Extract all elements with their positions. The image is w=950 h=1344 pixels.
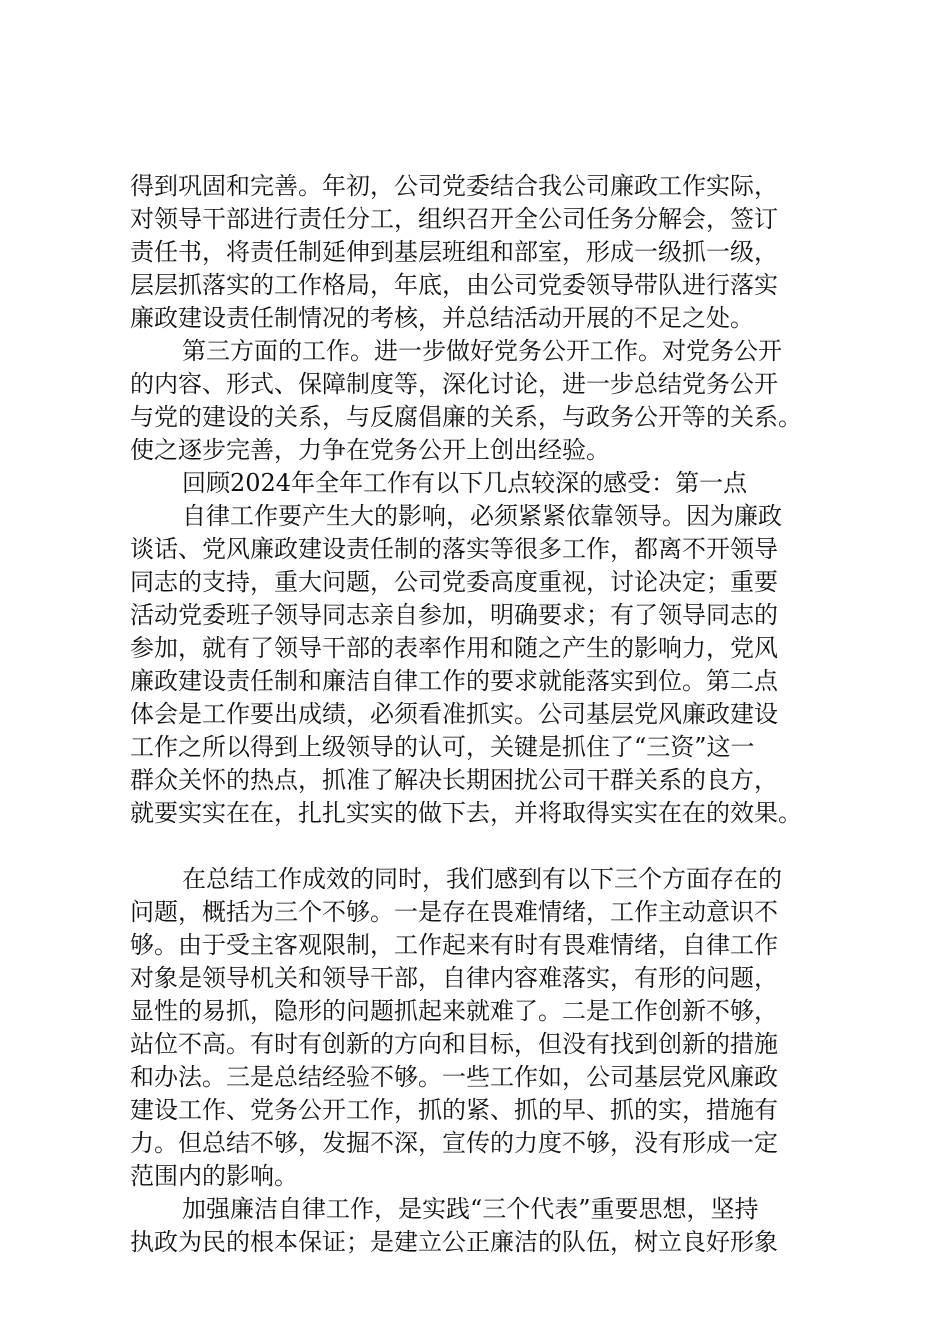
- body-text: [130, 170, 845, 1259]
- text-line: 执政为民的根本保证；是建立公正廉洁的队伍，树立良好形象: [130, 1228, 778, 1256]
- text-line: 范围内的影响。: [130, 1162, 298, 1190]
- text-line: 与党的建设的关系，与反腐倡廉的关系，与政务公开等的关系。: [130, 403, 802, 431]
- text-line: 加强廉洁自律工作，是实践“三个代表”重要思想，坚持: [182, 1195, 759, 1223]
- text-line: 站位不高。有时有创新的方向和目标，但没有找到创新的措施: [130, 1030, 778, 1058]
- text-line: 建设工作、党务公开工作，抓的紧、抓的早、抓的实，措施有: [130, 1096, 778, 1124]
- text-line: 自律工作要产生大的影响，必须紧紧依靠领导。因为廉政: [182, 502, 782, 530]
- text-line: 同志的支持，重大问题，公司党委高度重视，讨论决定；重要: [130, 568, 778, 596]
- text-line: 显性的易抓，隐形的问题抓起来就难了。二是工作创新不够，: [130, 997, 778, 1025]
- text-line: 就要实实在在，扎扎实实的做下去，并将取得实实在在的效果。: [130, 799, 802, 827]
- text-line: 回顾2024年全年工作有以下几点较深的感受：第一点: [182, 469, 748, 497]
- text-line: 工作之所以得到上级领导的认可，关键是抓住了“三资”这一: [130, 733, 755, 761]
- text-line: 廉政建设责任制和廉洁自律工作的要求就能落实到位。第二点: [130, 667, 778, 695]
- text-line: 谈话、党风廉政建设责任制的落实等很多工作，都离不开领导: [130, 535, 778, 563]
- text-line: 力。但总结不够，发掘不深，宣传的力度不够，没有形成一定: [130, 1129, 778, 1157]
- text-line: 廉政建设责任制情况的考核，并总结活动开展的不足之处。: [130, 304, 754, 332]
- text-line: 活动党委班子领导同志亲自参加，明确要求；有了领导同志的: [130, 601, 778, 629]
- text-line: 对领导干部进行责任分工，组织召开全公司任务分解会，签订: [130, 205, 778, 233]
- text-line: 得到巩固和完善。年初，公司党委结合我公司廉政工作实际，: [130, 172, 778, 200]
- text-line: 对象是领导机关和领导干部，自律内容难落实，有形的问题，: [130, 964, 778, 992]
- text-line: 参加，就有了领导干部的表率作用和随之产生的影响力，党风: [130, 634, 778, 662]
- text-line: 问题，概括为三个不够。一是存在畏难情绪，工作主动意识不: [130, 898, 778, 926]
- text-line: 和办法。三是总结经验不够。一些工作如，公司基层党风廉政: [130, 1063, 778, 1091]
- text-line: 责任书，将责任制延伸到基层班组和部室，形成一级抓一级，: [130, 238, 778, 266]
- text-line: 的内容、形式、保障制度等，深化讨论，进一步总结党务公开: [130, 370, 778, 398]
- text-line: 在总结工作成效的同时，我们感到有以下三个方面存在的: [182, 865, 782, 893]
- text-line: 第三方面的工作。进一步做好党务公开工作。对党务公开: [182, 337, 782, 365]
- text-line: 使之逐步完善，力争在党务公开上创出经验。: [130, 436, 610, 464]
- text-line: 层层抓落实的工作格局，年底，由公司党委领导带队进行落实: [130, 271, 778, 299]
- text-line: 够。由于受主客观限制，工作起来有时有畏难情绪，自律工作: [130, 931, 778, 959]
- text-line: 体会是工作要出成绩，必须看准抓实。公司基层党风廉政建设: [130, 700, 778, 728]
- text-line: 群众关怀的热点，抓准了解决长期困扰公司干群关系的良方，: [130, 766, 778, 794]
- blank-line: [130, 830, 845, 863]
